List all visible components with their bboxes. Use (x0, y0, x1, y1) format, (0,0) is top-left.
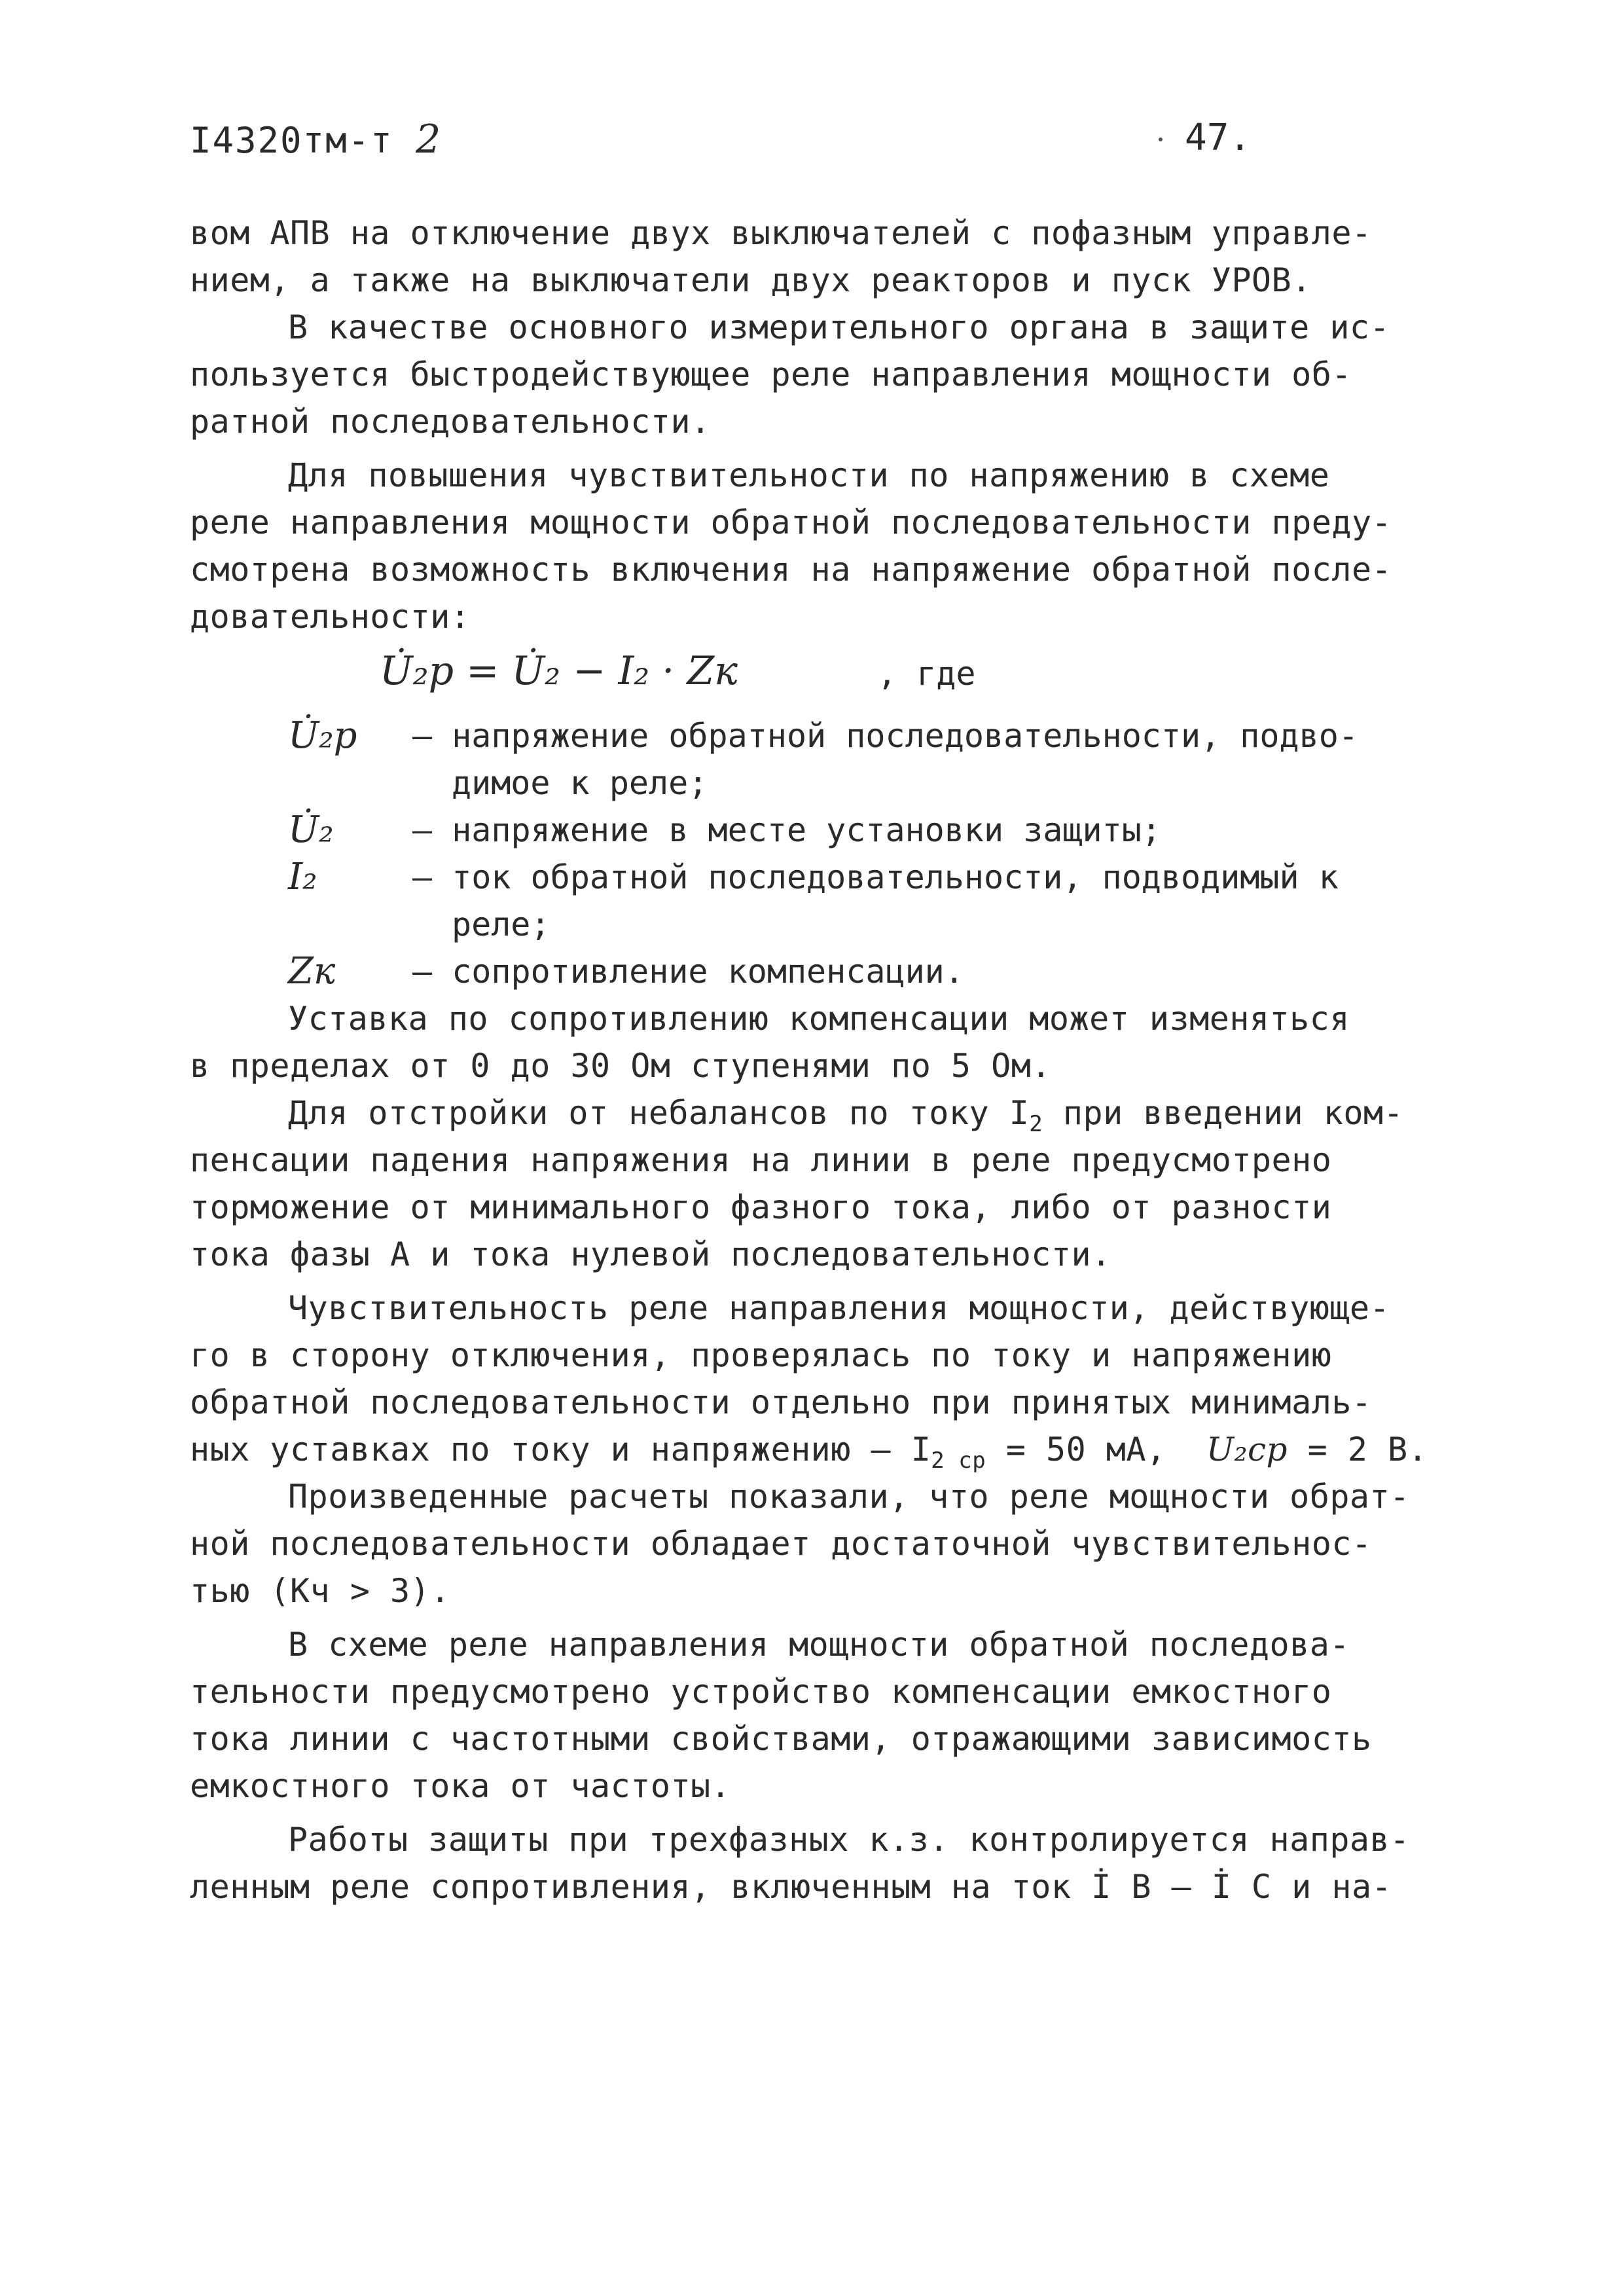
text-line: тока линии с частотными свойствами, отражающими зависимость (190, 1720, 1372, 1758)
definition-row (190, 854, 1447, 901)
text-line: ратной последовательности. (190, 403, 711, 441)
formula-where: , где (877, 655, 976, 693)
subscript: 2 (1029, 1111, 1043, 1137)
definition-row (190, 807, 1447, 854)
definition-text: – сопротивление компенсации. (412, 953, 964, 991)
text-line: Произведенные расчеты показали, что реле мощности обрат- (288, 1478, 1410, 1516)
definition-row-cont (190, 901, 1447, 948)
text-line: пенсации падения напряжения на линии в реле предусмотрено (190, 1141, 1332, 1179)
text-line (190, 1089, 1447, 1137)
text-line: обратной последовательности отдельно при принятых минималь- (190, 1383, 1372, 1421)
text-line: тью (Кч > 3). (190, 1572, 450, 1610)
text-line (190, 1426, 1447, 1473)
text-line: Для повышения чувствительности по напряжению в схеме (288, 456, 1330, 494)
text-line: смотрена возможность включения на напряжение обратной после- (190, 551, 1392, 589)
definition-text: – ток обратной последовательности, подводимый к (412, 858, 1339, 896)
text-line: Чувствительность реле направления мощности, действующе- (288, 1289, 1390, 1327)
text-line: Работы защиты при трехфазных к.з. контролируется направ- (288, 1821, 1410, 1859)
formula-expression: U̇₂р = U̇₂ − I₂ · Zк (380, 648, 738, 694)
definition-row (190, 712, 1447, 759)
text-line: вом АПВ на отключение двух выключателей с пофазным управле- (190, 214, 1372, 252)
definition-text: димое к реле; (452, 764, 708, 802)
document-code-handwritten: 2 (416, 117, 442, 162)
text-line: довательности: (190, 598, 471, 636)
document-body (190, 210, 1447, 1910)
document-code (190, 117, 442, 162)
text-line: В схеме реле направления мощности обратной последова- (288, 1626, 1350, 1664)
subscript: 2 ср (931, 1448, 986, 1474)
text-line: реле направления мощности обратной последовательности преду- (190, 503, 1392, 541)
text-fragment: Для отстройки от небалансов по току I (288, 1094, 1030, 1132)
text-line: В качестве основного измерительного органа в защите ис- (288, 308, 1390, 346)
document-code-typed: I4320тм-т (190, 120, 393, 161)
text-line: в пределах от 0 до 30 Ом ступенями по 5 Ом. (190, 1047, 1051, 1085)
definition-symbol: U̇₂р (288, 714, 357, 757)
definition-row (190, 948, 1447, 995)
definition-symbol: Zк (288, 950, 336, 993)
definition-symbol: U̇₂ (288, 809, 334, 851)
text-line: нием, а также на выключатели двух реакторов и пуск УРОВ. (190, 261, 1312, 299)
page-header (190, 111, 1303, 170)
text-line: ленным реле сопротивления, включенным на ток İ В – İ С и на- (190, 1868, 1392, 1906)
text-fragment: ных уставках по току и напряжению – I (190, 1430, 931, 1468)
formula (190, 640, 1447, 712)
text-line: тельности предусмотрено устройство компенсации емкостного (190, 1673, 1332, 1711)
definition-text: – напряжение обратной последовательности, подво- (412, 717, 1358, 755)
text-line: емкостного тока от частоты. (190, 1767, 731, 1805)
text-fragment: при введении ком- (1043, 1094, 1404, 1132)
definition-text: – напряжение в месте установки защиты; (412, 811, 1161, 849)
text-line: пользуется быстродействующее реле направления мощности об- (190, 355, 1352, 393)
text-line: Уставка по сопротивлению компенсации может изменяться (288, 1000, 1350, 1038)
page-number: 47. (1185, 117, 1252, 159)
definition-symbol: I₂ (288, 856, 317, 898)
math-symbol: U₂ср (1206, 1430, 1288, 1468)
text-fragment: = 2 В. (1288, 1430, 1428, 1468)
definition-row-cont (190, 759, 1447, 807)
text-line: го в сторону отключения, проверялась по току и напряжению (190, 1336, 1332, 1374)
text-fragment: = 50 мА, (986, 1430, 1206, 1468)
text-line: ной последовательности обладает достаточной чувствительнос- (190, 1525, 1372, 1563)
dot-mark (1159, 137, 1163, 141)
text-line: тока фазы А и тока нулевой последовательности. (190, 1235, 1111, 1273)
text-line: торможение от минимального фазного тока, либо от разности (190, 1188, 1332, 1226)
definition-text: реле; (452, 905, 550, 943)
